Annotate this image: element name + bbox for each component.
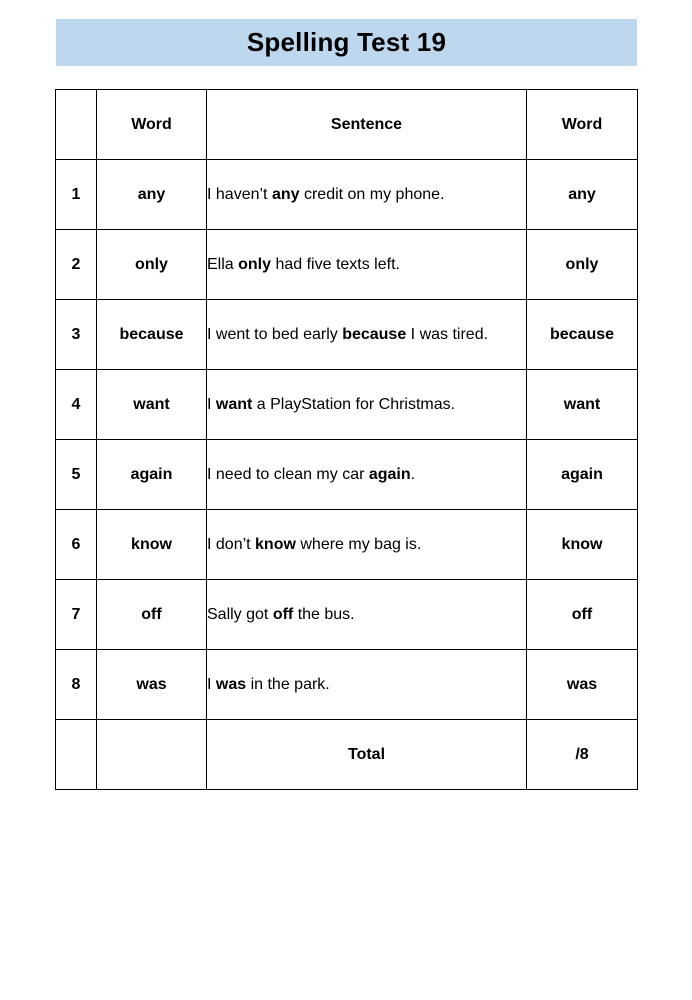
sentence-before: Ella (207, 255, 239, 273)
row-word: only (97, 230, 207, 300)
row-word: want (97, 370, 207, 440)
sentence-keyword: was (215, 675, 247, 693)
table-row (56, 510, 638, 580)
row-word-check: again (527, 440, 638, 510)
row-sentence (207, 580, 527, 650)
row-number: 1 (56, 160, 97, 230)
table-row (56, 580, 638, 650)
row-word-check: because (527, 300, 638, 370)
page-title: Spelling Test 19 (246, 27, 447, 57)
row-sentence (207, 650, 527, 720)
row-word-check: any (527, 160, 638, 230)
row-word: any (97, 160, 207, 230)
spelling-table (55, 89, 638, 790)
sentence-keyword: know (255, 535, 296, 553)
row-sentence (207, 370, 527, 440)
header-word-check: Word (527, 90, 638, 160)
header-number (56, 90, 97, 160)
table-row (56, 440, 638, 510)
sentence-after: had five texts left. (271, 255, 400, 273)
table-row (56, 370, 638, 440)
title-banner (56, 19, 637, 66)
header-row (56, 90, 638, 160)
row-word-check: know (527, 510, 638, 580)
row-sentence (207, 300, 527, 370)
sentence-keyword: any (271, 185, 300, 203)
sentence-before: I need to clean my car (207, 465, 369, 483)
row-word: again (97, 440, 207, 510)
row-word-check: only (527, 230, 638, 300)
sentence-keyword: because (342, 325, 407, 343)
row-word-check: want (527, 370, 638, 440)
header-word: Word (97, 90, 207, 160)
sentence-before: I don’t (207, 535, 256, 553)
sentence-before: I (207, 395, 216, 413)
sentence-before: Sally got (207, 605, 273, 623)
sentence-keyword: only (238, 255, 272, 273)
total-row (56, 720, 638, 790)
row-word: off (97, 580, 207, 650)
sentence-after: a PlayStation for Christmas. (252, 395, 456, 413)
sentence-after: in the park. (246, 675, 330, 693)
row-number: 4 (56, 370, 97, 440)
row-number: 5 (56, 440, 97, 510)
sentence-keyword: off (272, 605, 294, 623)
row-number: 3 (56, 300, 97, 370)
sentence-before: I haven’t (207, 185, 272, 203)
sentence-keyword: want (215, 395, 253, 413)
row-sentence (207, 440, 527, 510)
sentence-after: . (410, 465, 416, 483)
row-sentence (207, 160, 527, 230)
total-empty-number (56, 720, 97, 790)
total-score-field[interactable]: /8 (527, 720, 638, 790)
table-row (56, 160, 638, 230)
sentence-after: credit on my phone. (299, 185, 445, 203)
sentence-before: I (207, 675, 216, 693)
row-sentence (207, 510, 527, 580)
total-label: Total (207, 720, 527, 790)
sentence-after: the bus. (293, 605, 355, 623)
total-empty-word (97, 720, 207, 790)
row-word: know (97, 510, 207, 580)
row-word: was (97, 650, 207, 720)
header-sentence: Sentence (207, 90, 527, 160)
row-word-check: was (527, 650, 638, 720)
sentence-after: where my bag is. (295, 535, 422, 553)
row-number: 7 (56, 580, 97, 650)
row-number: 6 (56, 510, 97, 580)
sentence-before: I went to bed early (207, 325, 343, 343)
row-number: 8 (56, 650, 97, 720)
table-row (56, 230, 638, 300)
sentence-keyword: again (368, 465, 411, 483)
row-number: 2 (56, 230, 97, 300)
row-word: because (97, 300, 207, 370)
sentence-after: I was tired. (406, 325, 489, 343)
row-word-check: off (527, 580, 638, 650)
row-sentence (207, 230, 527, 300)
table-row (56, 650, 638, 720)
table-row (56, 300, 638, 370)
